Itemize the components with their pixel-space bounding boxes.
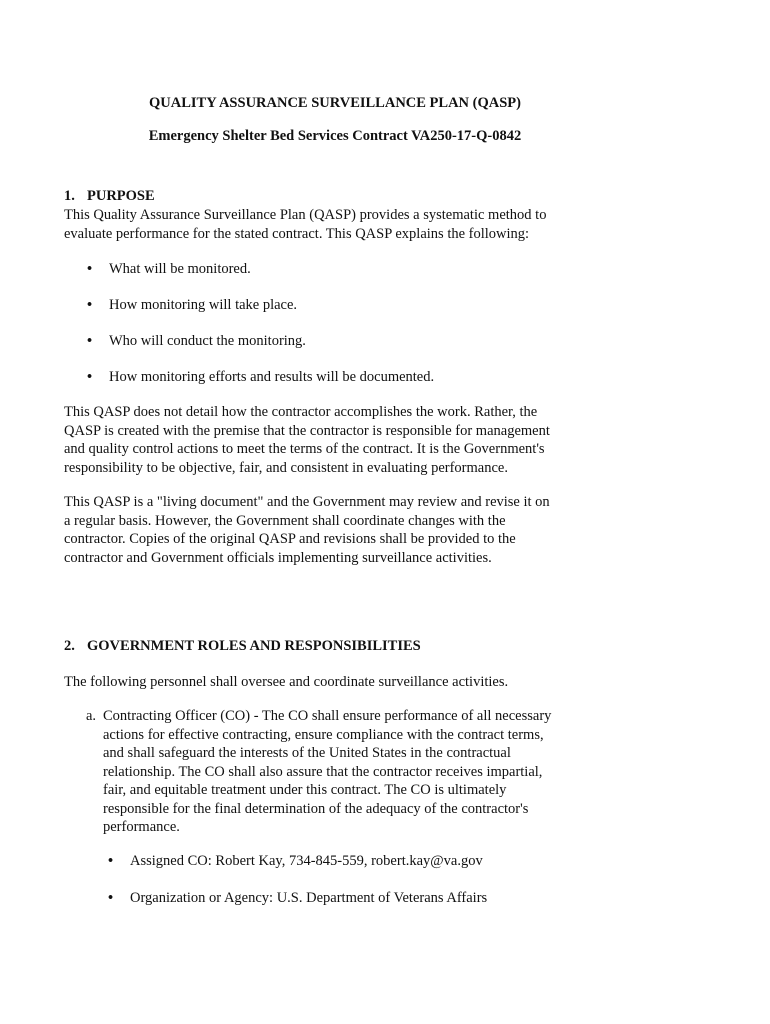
list-item	[87, 297, 297, 314]
list-item	[108, 853, 483, 870]
list-item-text: How monitoring efforts and results will be documented.	[109, 369, 435, 385]
section-number: 2.	[64, 638, 75, 654]
paragraph-line: and shall safeguard the interests of the United States in the contractual	[103, 745, 511, 761]
assigned-co-text: Assigned CO: Robert Kay, 734-845-559, robert.kay@va.gov	[130, 853, 483, 869]
purpose-paragraph-2	[64, 403, 594, 477]
paragraph-line: This QASP does not detail how the contractor accomplishes the work. Rather, the	[64, 404, 538, 420]
paragraph-line: Contracting Officer (CO) - The CO shall ensure performance of all necessary	[103, 708, 552, 724]
list-item	[108, 890, 487, 907]
paragraph-line: performance.	[103, 819, 180, 835]
document-title: QUALITY ASSURANCE SURVEILLANCE PLAN (QASP)	[149, 95, 521, 111]
paragraph-line: This Quality Assurance Surveillance Plan (QASP) provides a systematic method to	[64, 207, 547, 223]
paragraph-line: a regular basis. However, the Government shall coordinate changes with the	[64, 512, 506, 529]
list-item-text: What will be monitored.	[109, 261, 251, 277]
section-title: GOVERNMENT ROLES AND RESPONSIBILITIES	[87, 638, 421, 654]
paragraph-line: relationship. The CO shall also assure that the contractor receives impartial,	[103, 763, 543, 780]
paragraph-line: QASP is created with the premise that the contractor is responsible for management	[64, 422, 550, 439]
list-marker: a.	[86, 708, 97, 724]
organization-text: Organization or Agency: U.S. Department of Veterans Affairs	[130, 890, 488, 906]
paragraph-line: evaluate performance for the stated contract. This QASP explains the following:	[64, 225, 530, 242]
bullet-icon: •	[108, 853, 114, 869]
list-item-text: How monitoring will take place.	[109, 297, 298, 313]
paragraph-line: and quality control actions to meet the terms of the contract. It is the Government's	[64, 441, 545, 457]
list-item	[87, 261, 251, 278]
contracting-officer-description	[103, 707, 598, 837]
paragraph-line: This QASP is a "living document" and the Government may review and revise it on	[64, 494, 550, 510]
list-item-text: Who will conduct the monitoring.	[109, 333, 306, 349]
purpose-paragraph-3	[64, 493, 594, 567]
section-2-heading	[64, 638, 421, 655]
bullet-icon: •	[108, 890, 114, 906]
paragraph-line: contractor and Government officials implementing surveillance activities.	[64, 549, 492, 566]
roles-intro-paragraph	[64, 673, 594, 692]
bullet-icon: •	[87, 261, 93, 277]
paragraph-line: fair, and equitable treatment under this contract. The CO is ultimately	[103, 782, 507, 798]
paragraph-line: responsibility to be objective, fair, and consistent in evaluating performance.	[64, 459, 508, 476]
list-item	[87, 369, 434, 386]
bullet-icon: •	[87, 369, 93, 385]
paragraph-line: contractor. Copies of the original QASP and revisions shall be provided to the	[64, 531, 516, 547]
section-number: 1.	[64, 188, 75, 204]
paragraph-line: responsible for the final determination of the adequacy of the contractor's	[103, 800, 529, 817]
bullet-icon: •	[87, 333, 93, 349]
document-subtitle: Emergency Shelter Bed Services Contract VA250-17-Q-0842	[148, 128, 522, 144]
purpose-intro-paragraph	[64, 206, 594, 243]
paragraph-line: actions for effective contracting, ensure compliance with the contract terms,	[103, 726, 544, 743]
bullet-icon: •	[87, 297, 93, 313]
list-item	[87, 333, 306, 350]
section-1-heading	[64, 188, 155, 205]
section-title: PURPOSE	[87, 188, 155, 204]
paragraph-line: The following personnel shall oversee and coordinate surveillance activities.	[64, 674, 509, 690]
